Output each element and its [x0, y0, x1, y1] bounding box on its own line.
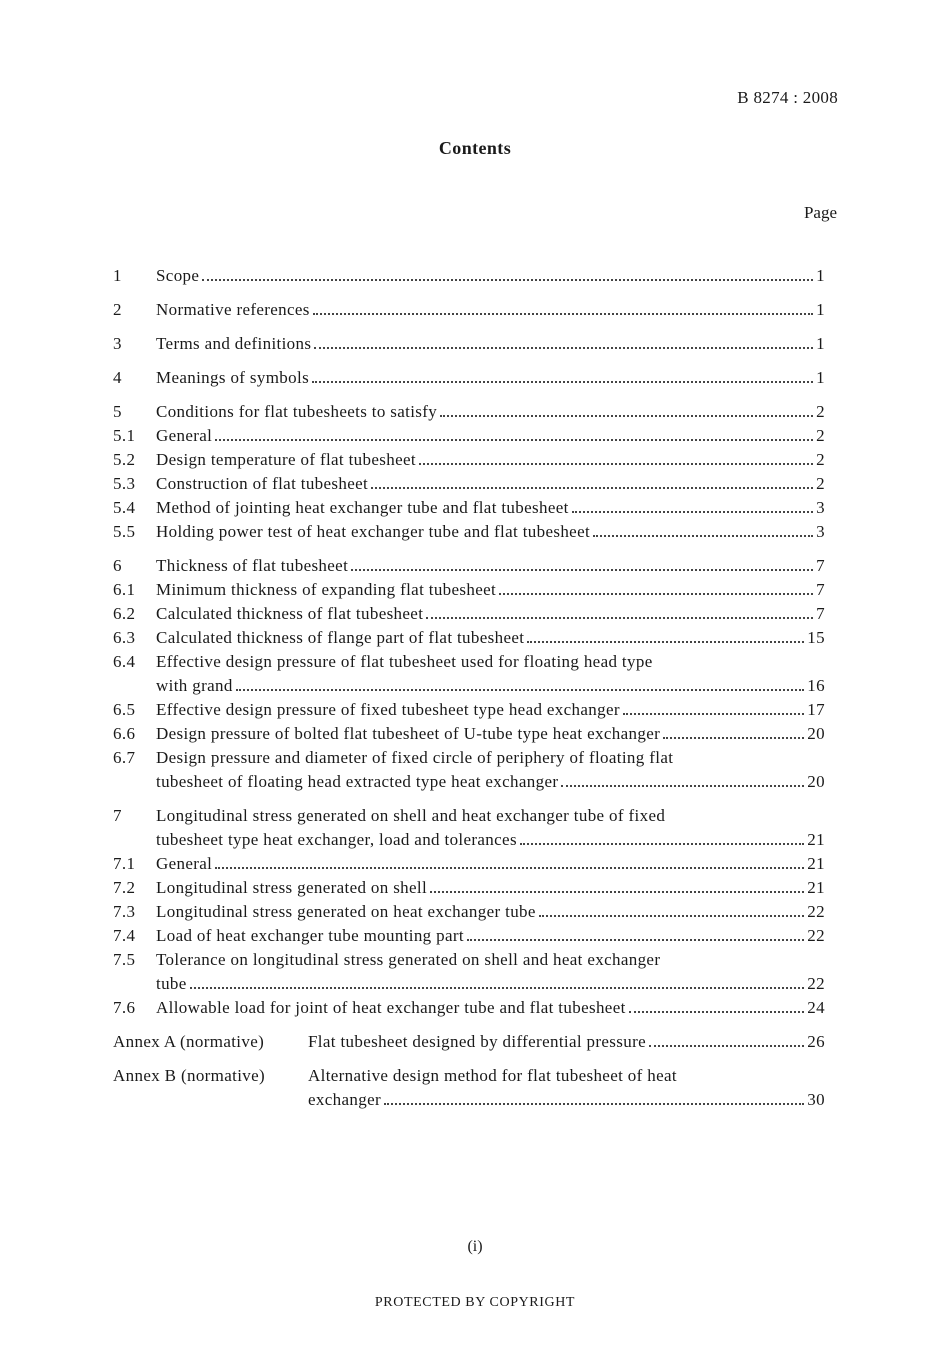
toc-entry-7-4[interactable] [113, 924, 825, 948]
toc-entry-5-4[interactable] [113, 496, 825, 520]
clause-number: 6.3 [113, 628, 136, 647]
dot-leader [572, 511, 813, 513]
page-number: 2 [816, 402, 825, 421]
toc-entry-5-3[interactable] [113, 472, 825, 496]
page-number: 22 [807, 926, 825, 945]
clause-number: 7.2 [113, 878, 136, 897]
clause-number: 7.6 [113, 998, 136, 1017]
dot-leader [351, 569, 813, 571]
dot-leader [215, 867, 804, 869]
clause-title: Design temperature of flat tubesheet [156, 450, 416, 469]
dot-leader [430, 891, 804, 893]
clause-number: 3 [113, 334, 122, 353]
annex-title: Flat tubesheet designed by differential pressure [308, 1032, 646, 1051]
dot-leader [440, 415, 813, 417]
clause-number: 1 [113, 266, 122, 285]
clause-number: 6.5 [113, 700, 136, 719]
page-number: 2 [816, 426, 825, 445]
clause-title-line-2: tubesheet of floating head extracted type heat exchanger [156, 772, 559, 791]
toc-entry-annex-b[interactable] [113, 1064, 825, 1112]
clause-title: General [156, 426, 213, 445]
page-number: 3 [816, 522, 825, 541]
annex-title-line-1: Alternative design method for flat tubesheet of heat [308, 1066, 677, 1085]
clause-title: Method of jointing heat exchanger tube and flat tubesheet [156, 498, 569, 517]
page-number: 7 [816, 580, 825, 599]
toc-entry-1[interactable] [113, 264, 825, 288]
clause-number: 5.5 [113, 522, 136, 541]
clause-title: General [156, 854, 213, 873]
clause-number: 6.6 [113, 724, 136, 743]
page-number: 21 [807, 878, 825, 897]
toc-entry-3[interactable] [113, 332, 825, 356]
toc-entry-7-2[interactable] [113, 876, 825, 900]
dot-leader [419, 463, 813, 465]
clause-title: Allowable load for joint of heat exchanger tube and flat tubesheet [156, 998, 626, 1017]
dot-leader [236, 689, 805, 691]
toc-entry-6[interactable] [113, 554, 825, 578]
clause-title-line-1: Tolerance on longitudinal stress generated on shell and heat exchanger [156, 950, 661, 969]
toc-entry-5-2[interactable] [113, 448, 825, 472]
clause-number: 5.3 [113, 474, 136, 493]
dot-leader [426, 617, 813, 619]
toc-entry-7-5[interactable] [113, 948, 825, 996]
toc-entry-6-1[interactable] [113, 578, 825, 602]
dot-leader [623, 713, 804, 715]
clause-title-line-1: Design pressure and diameter of fixed circle of periphery of floating flat [156, 748, 674, 767]
toc-entry-5-1[interactable] [113, 424, 825, 448]
dot-leader [527, 641, 804, 643]
clause-title: Construction of flat tubesheet [156, 474, 369, 493]
page-number: 1 [816, 334, 825, 353]
toc-entry-6-6[interactable] [113, 722, 825, 746]
clause-title: Holding power test of heat exchanger tube and flat tubesheet [156, 522, 591, 541]
toc-entry-annex-a[interactable] [113, 1030, 825, 1054]
toc-entry-6-4[interactable] [113, 650, 825, 698]
page-number: 1 [816, 300, 825, 319]
clause-title: Longitudinal stress generated on shell [156, 878, 428, 897]
toc-entry-7-3[interactable] [113, 900, 825, 924]
clause-title: Minimum thickness of expanding flat tubesheet [156, 580, 497, 599]
toc-entry-5-5[interactable] [113, 520, 825, 544]
clause-number: 7.5 [113, 950, 136, 969]
page-number: 26 [807, 1032, 825, 1051]
page-number: 15 [807, 628, 825, 647]
clause-title-line-2: tubesheet type heat exchanger, load and tolerances [156, 830, 517, 849]
page-number: 20 [807, 724, 825, 743]
toc-entry-7[interactable] [113, 804, 825, 852]
clause-title-line-2: tube [156, 974, 187, 993]
page-number: 17 [807, 700, 825, 719]
page-number: 21 [807, 854, 825, 873]
table-of-contents [113, 264, 825, 1112]
page-number: 16 [807, 676, 825, 695]
dot-leader [499, 593, 813, 595]
toc-entry-4[interactable] [113, 366, 825, 390]
clause-title: Scope [156, 266, 200, 285]
dot-leader [384, 1103, 804, 1105]
page-number: 2 [816, 474, 825, 493]
dot-leader [215, 439, 813, 441]
page-number: 7 [816, 556, 825, 575]
clause-number: 6.4 [113, 652, 136, 671]
toc-entry-2[interactable] [113, 298, 825, 322]
page-number: 22 [807, 974, 825, 993]
dot-leader [593, 535, 813, 537]
toc-entry-5[interactable] [113, 400, 825, 424]
dot-leader [629, 1011, 805, 1013]
page-number: 2 [816, 450, 825, 469]
dot-leader [190, 987, 805, 989]
dot-leader [202, 279, 813, 281]
page-number: 1 [816, 266, 825, 285]
clause-number: 6.2 [113, 604, 136, 623]
clause-number: 7.1 [113, 854, 136, 873]
clause-number: 7.3 [113, 902, 136, 921]
annex-label: Annex B (normative) [113, 1066, 266, 1085]
clause-number: 5.1 [113, 426, 136, 445]
clause-title: Load of heat exchanger tube mounting part [156, 926, 464, 945]
toc-entry-6-7[interactable] [113, 746, 825, 794]
clause-title: Conditions for flat tubesheets to satisfy [156, 402, 438, 421]
page-number: 3 [816, 498, 825, 517]
toc-entry-7-6[interactable] [113, 996, 825, 1020]
clause-number: 6 [113, 556, 122, 575]
clause-title: Thickness of flat tubesheet [156, 556, 349, 575]
clause-title: Design pressure of bolted flat tubesheet of U-tube type heat exchanger [156, 724, 661, 743]
clause-title: Calculated thickness of flat tubesheet [156, 604, 424, 623]
clause-number: 5.2 [113, 450, 136, 469]
clause-number: 2 [113, 300, 122, 319]
dot-leader [314, 347, 813, 349]
clause-number: 7.4 [113, 926, 136, 945]
dot-leader [649, 1045, 804, 1047]
annex-title-line-2: exchanger [308, 1090, 381, 1109]
page-number: 7 [816, 604, 825, 623]
page-number: 1 [816, 368, 825, 387]
dot-leader [371, 487, 813, 489]
clause-title: Calculated thickness of flange part of flat tubesheet [156, 628, 525, 647]
clause-number: 6.1 [113, 580, 136, 599]
clause-number: 4 [113, 368, 122, 387]
clause-title: Normative references [156, 300, 310, 319]
dot-leader [467, 939, 804, 941]
page-number: 22 [807, 902, 825, 921]
clause-number: 6.7 [113, 748, 136, 767]
page-title: Contents [438, 138, 512, 158]
clause-title-line-1: Effective design pressure of flat tubesheet used for floating head type [156, 652, 653, 671]
clause-number: 5.4 [113, 498, 136, 517]
footer-page-number: (i) [467, 1238, 483, 1255]
clause-title-line-2: with grand [156, 676, 233, 695]
clause-title-line-1: Longitudinal stress generated on shell and heat exchanger tube of fixed [156, 806, 666, 825]
toc-entry-7-1[interactable] [113, 852, 825, 876]
toc-entry-6-5[interactable] [113, 698, 825, 722]
page-number: 30 [807, 1090, 825, 1109]
page-number: 20 [807, 772, 825, 791]
clause-title: Terms and definitions [156, 334, 312, 353]
dot-leader [312, 381, 813, 383]
clause-number: 5 [113, 402, 122, 421]
document-id: B 8274 : 2008 [737, 88, 838, 107]
annex-label: Annex A (normative) [113, 1032, 265, 1051]
clause-title: Meanings of symbols [156, 368, 310, 387]
toc-entry-6-2[interactable] [113, 602, 825, 626]
clause-title: Longitudinal stress generated on heat exchanger tube [156, 902, 536, 921]
copyright-notice: PROTECTED BY COPYRIGHT [374, 1295, 576, 1310]
page-number: 24 [807, 998, 825, 1017]
dot-leader [313, 313, 813, 315]
dot-leader [561, 785, 804, 787]
page-column-label: Page [803, 203, 837, 222]
page-number: 21 [807, 830, 825, 849]
clause-title: Effective design pressure of fixed tubesheet type head exchanger [156, 700, 620, 719]
toc-entry-6-3[interactable] [113, 626, 825, 650]
clause-number: 7 [113, 806, 122, 825]
dot-leader [520, 843, 804, 845]
dot-leader [539, 915, 805, 917]
dot-leader [663, 737, 804, 739]
